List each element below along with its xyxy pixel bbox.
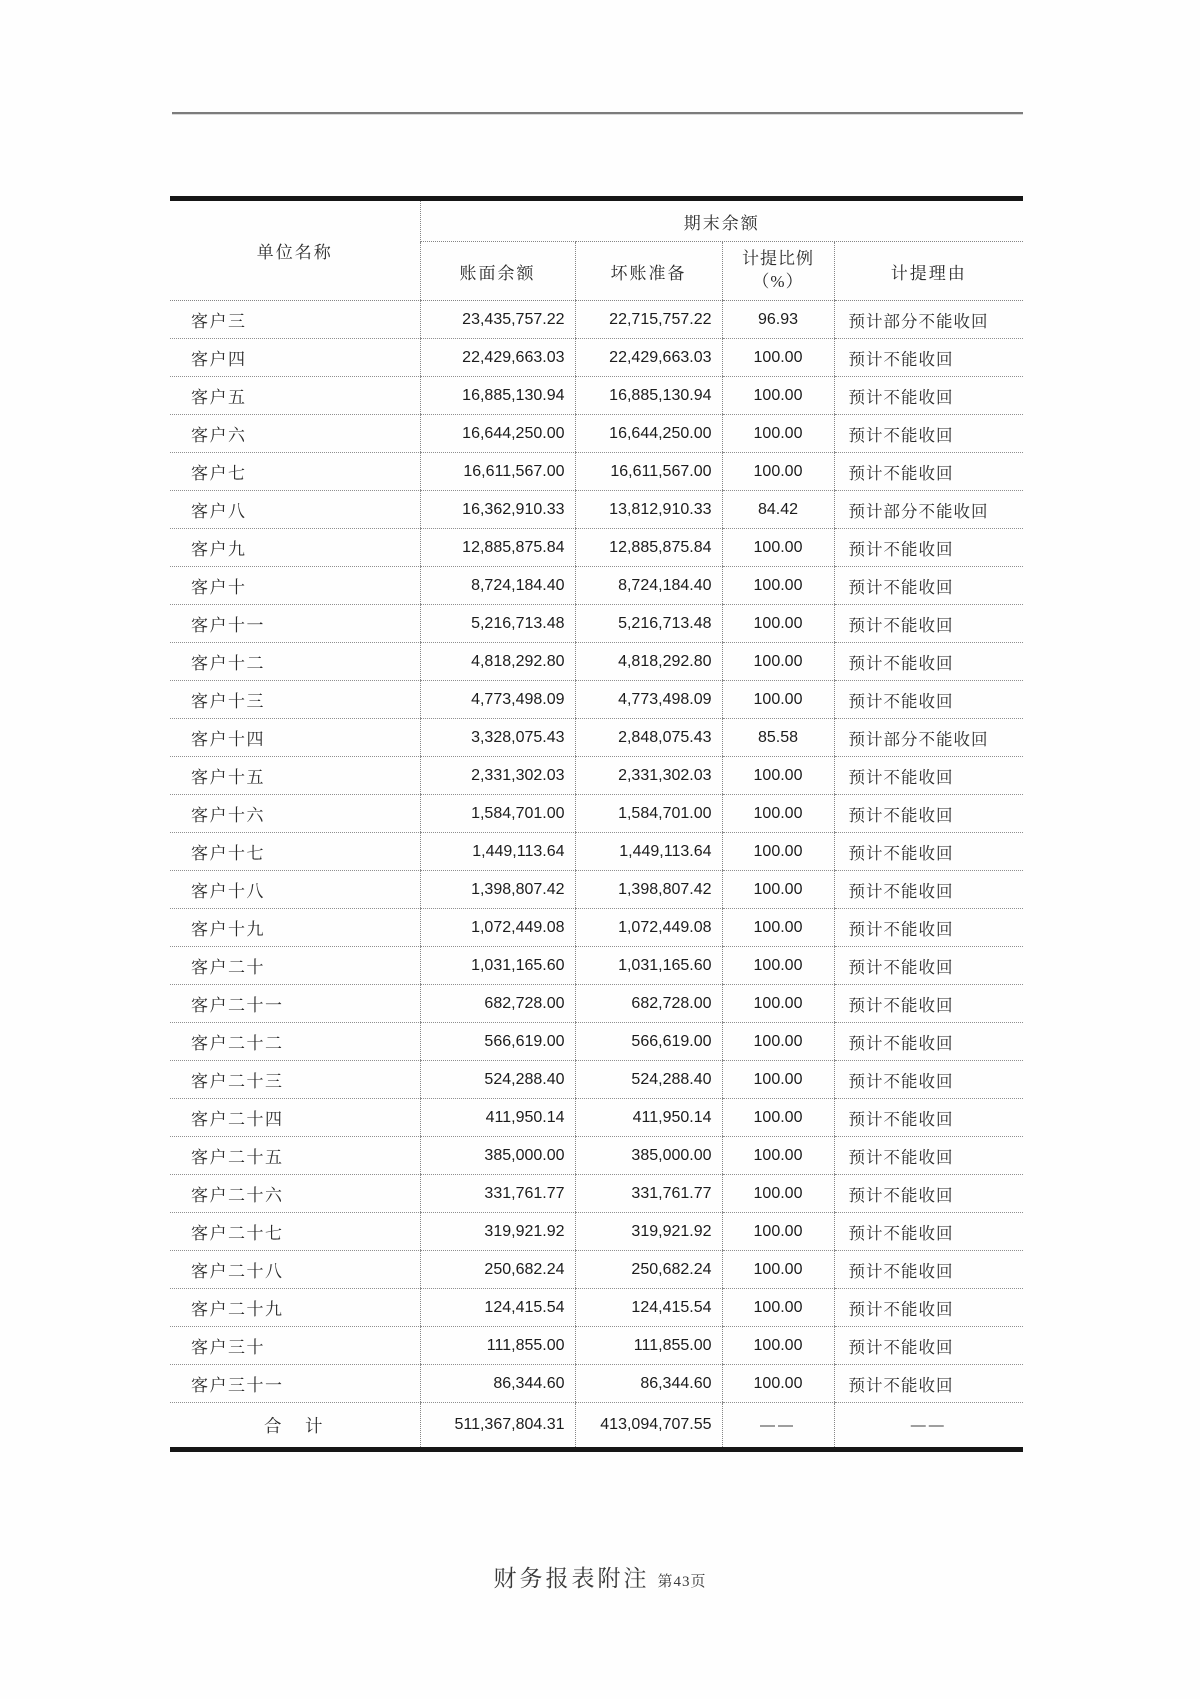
- table-row: [170, 1213, 1023, 1251]
- provision-ratio-cell: 100.00: [722, 795, 834, 833]
- book-balance-cell: 566,619.00: [420, 1023, 575, 1061]
- total-provision-reason-cell: ——: [834, 1403, 1023, 1450]
- book-balance-cell: 23,435,757.22: [420, 301, 575, 339]
- bad-debt-provision-cell: 86,344.60: [575, 1365, 722, 1403]
- provision-ratio-label-line1: 计提比例: [742, 249, 814, 269]
- bad-debt-provision-cell: 12,885,875.84: [575, 529, 722, 567]
- table-row: [170, 757, 1023, 795]
- bad-debt-provision-cell: 22,429,663.03: [575, 339, 722, 377]
- provision-reason-cell: 预计不能收回: [834, 415, 1023, 453]
- provision-reason-cell: 预计不能收回: [834, 1289, 1023, 1327]
- book-balance-cell: 682,728.00: [420, 985, 575, 1023]
- provision-reason-cell: 预计不能收回: [834, 1365, 1023, 1403]
- table-row: [170, 377, 1023, 415]
- provision-ratio-cell: 100.00: [722, 1023, 834, 1061]
- column-header-book-balance: 账面余额: [420, 242, 575, 301]
- provision-ratio-cell: 100.00: [722, 1327, 834, 1365]
- bad-debt-provision-cell: 250,682.24: [575, 1251, 722, 1289]
- book-balance-cell: 2,331,302.03: [420, 757, 575, 795]
- book-balance-cell: 16,362,910.33: [420, 491, 575, 529]
- provision-reason-cell: 预计部分不能收回: [834, 719, 1023, 757]
- unit-name-cell: 客户十三: [170, 681, 420, 719]
- table-row: [170, 453, 1023, 491]
- provision-reason-cell: 预计不能收回: [834, 909, 1023, 947]
- unit-name-cell: 客户十二: [170, 643, 420, 681]
- provision-reason-cell: 预计不能收回: [834, 757, 1023, 795]
- book-balance-cell: 22,429,663.03: [420, 339, 575, 377]
- unit-name-cell: 客户二十七: [170, 1213, 420, 1251]
- unit-name-cell: 客户二十三: [170, 1061, 420, 1099]
- unit-name-cell: 客户十八: [170, 871, 420, 909]
- book-balance-cell: 12,885,875.84: [420, 529, 575, 567]
- book-balance-cell: 16,644,250.00: [420, 415, 575, 453]
- provision-reason-cell: 预计部分不能收回: [834, 301, 1023, 339]
- provision-ratio-label-line2: （%）: [752, 272, 804, 291]
- provision-ratio-cell: 100.00: [722, 415, 834, 453]
- total-book-balance-cell: 511,367,804.31: [420, 1403, 575, 1450]
- table-row: [170, 719, 1023, 757]
- column-header-period-end-balance: 期末余额: [420, 199, 1023, 242]
- book-balance-cell: 1,072,449.08: [420, 909, 575, 947]
- table-row: [170, 795, 1023, 833]
- unit-name-cell: 客户十七: [170, 833, 420, 871]
- bad-debt-provision-cell: 2,331,302.03: [575, 757, 722, 795]
- provision-ratio-cell: 100.00: [722, 643, 834, 681]
- unit-name-cell: 客户十一: [170, 605, 420, 643]
- unit-name-cell: 客户六: [170, 415, 420, 453]
- column-header-unit-name: 单位名称: [170, 199, 420, 301]
- bad-debt-provision-cell: 16,611,567.00: [575, 453, 722, 491]
- book-balance-cell: 111,855.00: [420, 1327, 575, 1365]
- unit-name-cell: 客户五: [170, 377, 420, 415]
- unit-name-cell: 客户十: [170, 567, 420, 605]
- header-row-top: [170, 199, 1023, 242]
- provision-ratio-cell: 100.00: [722, 757, 834, 795]
- bad-debt-provision-cell: 2,848,075.43: [575, 719, 722, 757]
- table-row: [170, 909, 1023, 947]
- book-balance-cell: 3,328,075.43: [420, 719, 575, 757]
- provision-reason-cell: 预计不能收回: [834, 605, 1023, 643]
- provision-ratio-cell: 100.00: [722, 567, 834, 605]
- provision-ratio-cell: 100.00: [722, 871, 834, 909]
- provision-ratio-cell: 100.00: [722, 1251, 834, 1289]
- unit-name-cell: 客户三十: [170, 1327, 420, 1365]
- unit-name-cell: 客户三: [170, 301, 420, 339]
- bad-debt-provision-cell: 16,644,250.00: [575, 415, 722, 453]
- total-bad-debt-provision-cell: 413,094,707.55: [575, 1403, 722, 1450]
- total-row: [170, 1403, 1023, 1450]
- table-row: [170, 985, 1023, 1023]
- unit-name-cell: 客户十四: [170, 719, 420, 757]
- book-balance-cell: 8,724,184.40: [420, 567, 575, 605]
- bad-debt-provision-cell: 8,724,184.40: [575, 567, 722, 605]
- book-balance-cell: 4,773,498.09: [420, 681, 575, 719]
- bad-debt-provision-cell: 524,288.40: [575, 1061, 722, 1099]
- table-row: [170, 1327, 1023, 1365]
- book-balance-cell: 1,584,701.00: [420, 795, 575, 833]
- provision-ratio-cell: 100.00: [722, 377, 834, 415]
- provision-ratio-cell: 100.00: [722, 1365, 834, 1403]
- book-balance-cell: 1,449,113.64: [420, 833, 575, 871]
- table-row: [170, 301, 1023, 339]
- table-footer: [170, 1403, 1023, 1450]
- provision-ratio-cell: 85.58: [722, 719, 834, 757]
- bad-debt-provision-cell: 22,715,757.22: [575, 301, 722, 339]
- provision-ratio-cell: 100.00: [722, 1175, 834, 1213]
- column-header-provision-ratio: [722, 242, 834, 301]
- provision-ratio-cell: 100.00: [722, 529, 834, 567]
- provision-reason-cell: 预计不能收回: [834, 833, 1023, 871]
- provision-reason-cell: 预计不能收回: [834, 681, 1023, 719]
- bad-debt-provision-cell: 385,000.00: [575, 1137, 722, 1175]
- provision-reason-cell: 预计不能收回: [834, 567, 1023, 605]
- table-row: [170, 1175, 1023, 1213]
- unit-name-cell: 客户二十二: [170, 1023, 420, 1061]
- provision-reason-cell: 预计不能收回: [834, 643, 1023, 681]
- bad-debt-provision-cell: 4,773,498.09: [575, 681, 722, 719]
- provision-reason-cell: 预计不能收回: [834, 1099, 1023, 1137]
- table-row: [170, 871, 1023, 909]
- book-balance-cell: 86,344.60: [420, 1365, 575, 1403]
- book-balance-cell: 1,398,807.42: [420, 871, 575, 909]
- bad-debt-provision-cell: 5,216,713.48: [575, 605, 722, 643]
- page-footer: [0, 1560, 1200, 1593]
- table-row: [170, 605, 1023, 643]
- bad-debt-provision-cell: 319,921.92: [575, 1213, 722, 1251]
- unit-name-cell: 客户二十一: [170, 985, 420, 1023]
- table-row: [170, 1289, 1023, 1327]
- provision-reason-cell: 预计不能收回: [834, 529, 1023, 567]
- table-row: [170, 491, 1023, 529]
- provision-ratio-cell: 100.00: [722, 909, 834, 947]
- provision-reason-cell: 预计不能收回: [834, 871, 1023, 909]
- table-row: [170, 529, 1023, 567]
- table-row: [170, 681, 1023, 719]
- column-header-bad-debt-provision: 坏账准备: [575, 242, 722, 301]
- book-balance-cell: 124,415.54: [420, 1289, 575, 1327]
- provision-reason-cell: 预计不能收回: [834, 1023, 1023, 1061]
- table-row: [170, 339, 1023, 377]
- provision-ratio-cell: 100.00: [722, 1137, 834, 1175]
- table-row: [170, 1061, 1023, 1099]
- provision-ratio-cell: 100.00: [722, 1099, 834, 1137]
- book-balance-cell: 1,031,165.60: [420, 947, 575, 985]
- table-row: [170, 415, 1023, 453]
- table-row: [170, 567, 1023, 605]
- provision-reason-cell: 预计不能收回: [834, 1061, 1023, 1099]
- bad-debt-provision-cell: 4,818,292.80: [575, 643, 722, 681]
- table-row: [170, 1251, 1023, 1289]
- unit-name-cell: 客户二十九: [170, 1289, 420, 1327]
- bad-debt-provision-cell: 1,072,449.08: [575, 909, 722, 947]
- table-header: [170, 199, 1023, 301]
- provision-ratio-cell: 100.00: [722, 681, 834, 719]
- provision-ratio-cell: 100.00: [722, 1289, 834, 1327]
- bad-debt-provision-cell: 124,415.54: [575, 1289, 722, 1327]
- table-row: [170, 1365, 1023, 1403]
- provision-reason-cell: 预计不能收回: [834, 1175, 1023, 1213]
- book-balance-cell: 524,288.40: [420, 1061, 575, 1099]
- book-balance-cell: 331,761.77: [420, 1175, 575, 1213]
- bad-debt-provision-cell: 411,950.14: [575, 1099, 722, 1137]
- book-balance-cell: 4,818,292.80: [420, 643, 575, 681]
- unit-name-cell: 客户十九: [170, 909, 420, 947]
- provision-reason-cell: 预计不能收回: [834, 1251, 1023, 1289]
- unit-name-cell: 客户九: [170, 529, 420, 567]
- provision-reason-cell: 预计不能收回: [834, 947, 1023, 985]
- total-label-cell: 合 计: [264, 1415, 326, 1436]
- unit-name-cell: 客户十六: [170, 795, 420, 833]
- provision-ratio-cell: 100.00: [722, 833, 834, 871]
- bad-debt-provision-cell: 111,855.00: [575, 1327, 722, 1365]
- unit-name-cell: 客户二十八: [170, 1251, 420, 1289]
- provision-ratio-cell: 96.93: [722, 301, 834, 339]
- total-provision-ratio-cell: ——: [722, 1403, 834, 1450]
- provision-ratio-cell: 100.00: [722, 1213, 834, 1251]
- unit-name-cell: 客户八: [170, 491, 420, 529]
- provision-reason-cell: 预计不能收回: [834, 1327, 1023, 1365]
- bad-debt-provision-cell: 13,812,910.33: [575, 491, 722, 529]
- unit-name-cell: 客户七: [170, 453, 420, 491]
- unit-name-cell: 客户二十五: [170, 1137, 420, 1175]
- bad-debt-provision-cell: 1,031,165.60: [575, 947, 722, 985]
- bad-debt-provision-cell: 1,449,113.64: [575, 833, 722, 871]
- bad-debt-provision-cell: 682,728.00: [575, 985, 722, 1023]
- provision-reason-cell: 预计不能收回: [834, 453, 1023, 491]
- provision-ratio-cell: 100.00: [722, 985, 834, 1023]
- footer-title: 财务报表附注: [493, 1566, 650, 1591]
- bad-debt-provision-cell: 16,885,130.94: [575, 377, 722, 415]
- unit-name-cell: 客户三十一: [170, 1365, 420, 1403]
- table-body: [170, 301, 1023, 1403]
- column-header-provision-reason: 计提理由: [834, 242, 1023, 301]
- footer-page-number: 第43页: [657, 1574, 707, 1590]
- table-row: [170, 1099, 1023, 1137]
- unit-name-cell: 客户二十四: [170, 1099, 420, 1137]
- page-header-rule: [172, 112, 1023, 115]
- provision-reason-cell: 预计不能收回: [834, 1137, 1023, 1175]
- provision-ratio-cell: 100.00: [722, 1061, 834, 1099]
- book-balance-cell: 385,000.00: [420, 1137, 575, 1175]
- table-row: [170, 1023, 1023, 1061]
- bad-debt-provision-cell: 331,761.77: [575, 1175, 722, 1213]
- provision-ratio-cell: 100.00: [722, 605, 834, 643]
- book-balance-cell: 411,950.14: [420, 1099, 575, 1137]
- provision-reason-cell: 预计不能收回: [834, 339, 1023, 377]
- bad-debt-provision-cell: 1,398,807.42: [575, 871, 722, 909]
- unit-name-cell: 客户二十: [170, 947, 420, 985]
- book-balance-cell: 16,611,567.00: [420, 453, 575, 491]
- unit-name-cell: 客户二十六: [170, 1175, 420, 1213]
- provision-reason-cell: 预计不能收回: [834, 1213, 1023, 1251]
- book-balance-cell: 319,921.92: [420, 1213, 575, 1251]
- unit-name-cell: 客户四: [170, 339, 420, 377]
- table-row: [170, 1137, 1023, 1175]
- provision-ratio-cell: 100.00: [722, 947, 834, 985]
- provision-reason-cell: 预计不能收回: [834, 377, 1023, 415]
- bad-debt-provision-cell: 1,584,701.00: [575, 795, 722, 833]
- provision-ratio-cell: 100.00: [722, 453, 834, 491]
- table-row: [170, 947, 1023, 985]
- bad-debt-provision-table: [170, 196, 1023, 1452]
- provision-ratio-cell: 100.00: [722, 339, 834, 377]
- table-row: [170, 643, 1023, 681]
- provision-reason-cell: 预计不能收回: [834, 795, 1023, 833]
- unit-name-cell: 客户十五: [170, 757, 420, 795]
- book-balance-cell: 5,216,713.48: [420, 605, 575, 643]
- provision-reason-cell: 预计部分不能收回: [834, 491, 1023, 529]
- book-balance-cell: 250,682.24: [420, 1251, 575, 1289]
- book-balance-cell: 16,885,130.94: [420, 377, 575, 415]
- bad-debt-provision-cell: 566,619.00: [575, 1023, 722, 1061]
- provision-reason-cell: 预计不能收回: [834, 985, 1023, 1023]
- table-row: [170, 833, 1023, 871]
- provision-ratio-cell: 84.42: [722, 491, 834, 529]
